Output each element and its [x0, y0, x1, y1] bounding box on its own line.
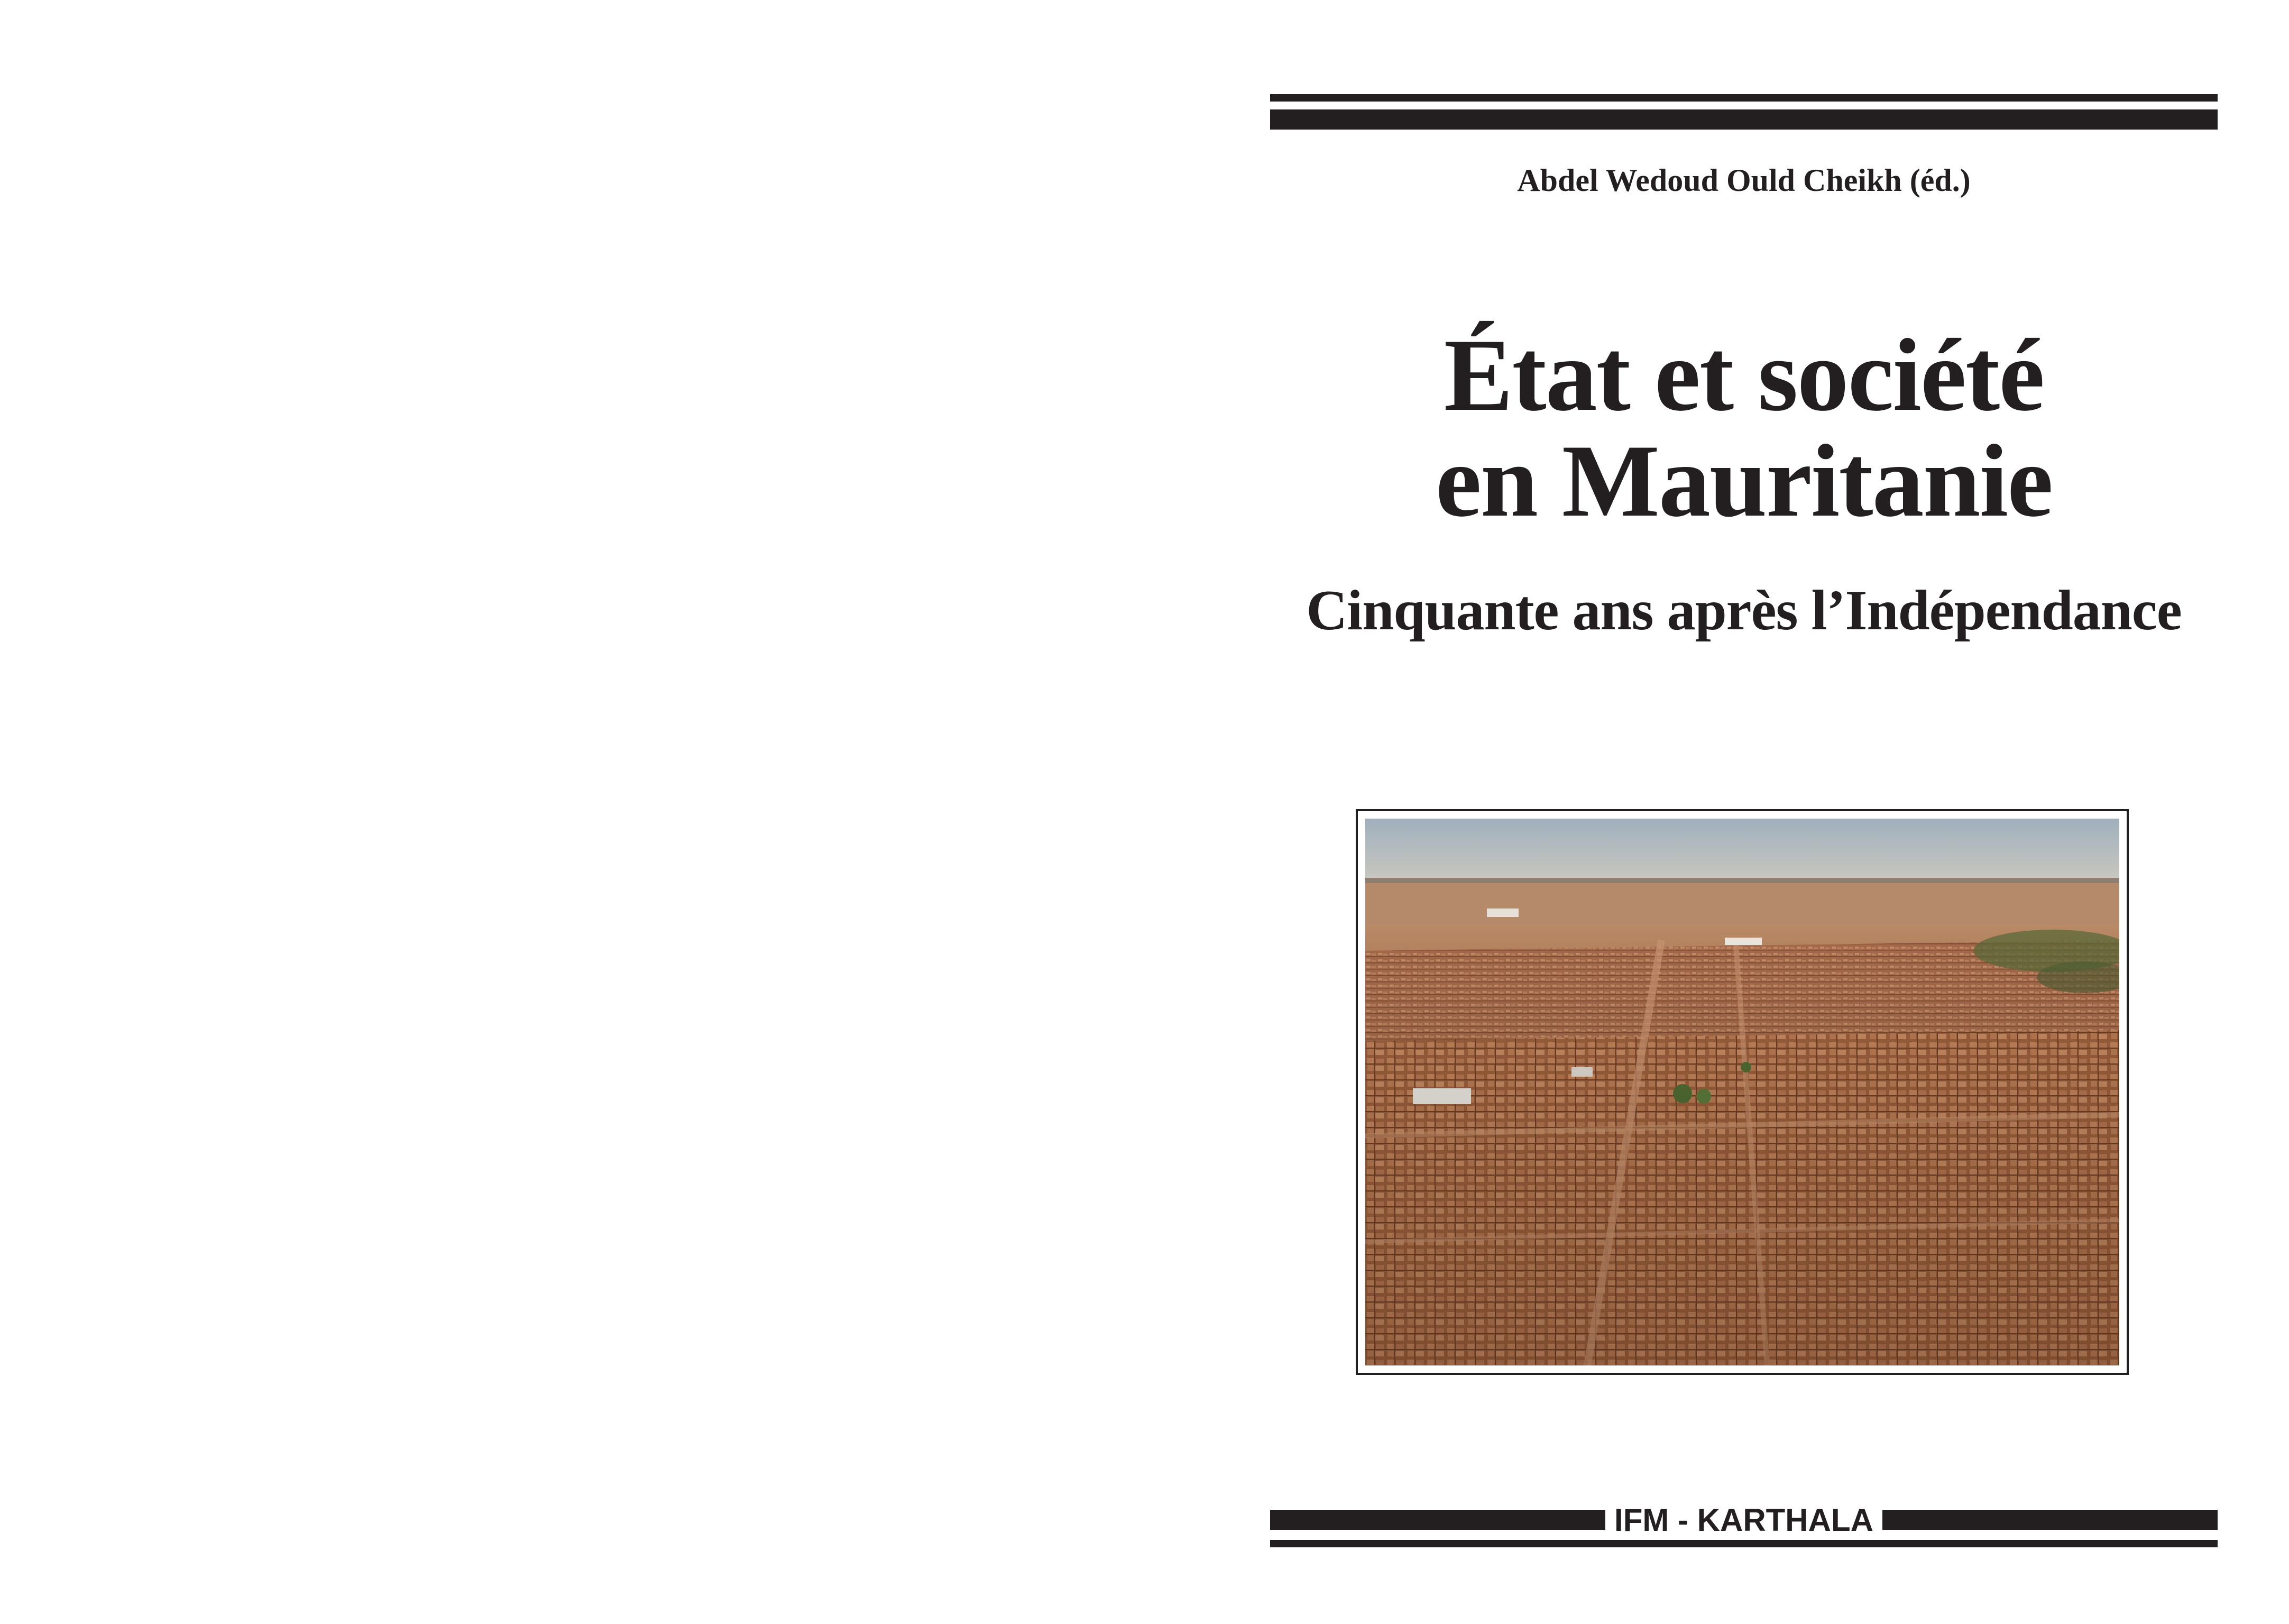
publisher-name: IFM - KARTHALA [1614, 1502, 1873, 1538]
book-title [1270, 318, 2218, 538]
aerial-desert-town-photo [1365, 819, 2119, 1365]
back-cover-page [0, 0, 1144, 1624]
front-cover-page [1144, 0, 2289, 1624]
bottom-thick-rule-left [1270, 1510, 1605, 1530]
bottom-thin-rule [1270, 1540, 2218, 1547]
cover-photo-frame [1356, 809, 2129, 1375]
title-line-2: en Mauritanie [1435, 424, 2053, 538]
bottom-thick-rule-right [1882, 1510, 2218, 1530]
top-thin-rule [1270, 94, 2218, 102]
top-thick-rule [1270, 109, 2218, 130]
editor-name: Abdel Wedoud Ould Cheikh (éd.) [1517, 163, 1971, 198]
book-subtitle: Cinquante ans après l’Indépendance [1306, 579, 2182, 642]
title-line-1: État et société [1444, 318, 2044, 433]
